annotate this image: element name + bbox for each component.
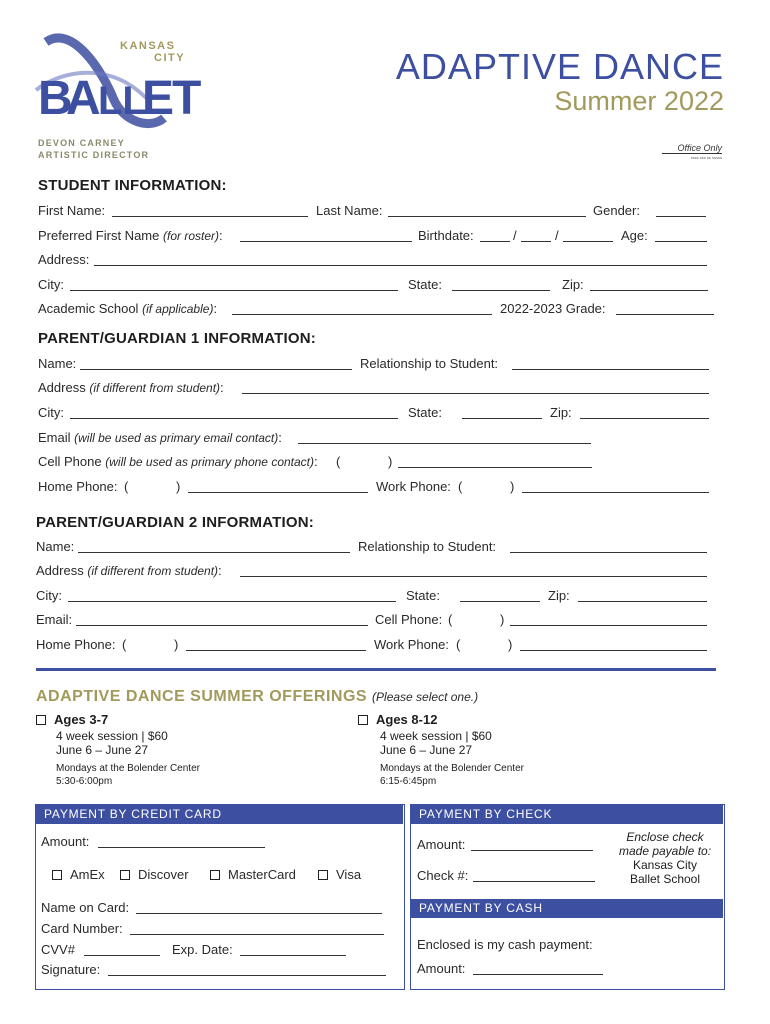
option-2-dates: June 6 – June 27 (380, 743, 473, 757)
g1-zip-label: Zip: (550, 405, 572, 420)
g1-home-label: Home Phone: (38, 479, 118, 494)
svg-text:A: A (66, 72, 99, 125)
g1-zip-field[interactable] (580, 418, 709, 419)
g2-state-label: State: (406, 588, 440, 603)
g1-city-field[interactable] (70, 418, 398, 419)
first-name-label: First Name: (38, 203, 106, 218)
logo-word-kansas: KANSAS (120, 40, 176, 52)
birthdate-slash-1: / (513, 228, 517, 243)
birthdate-year-field[interactable] (563, 241, 613, 242)
g2-home-field[interactable] (186, 650, 366, 651)
grade-field[interactable] (616, 314, 714, 315)
enclose-check-note-1: Enclose check (626, 830, 704, 844)
student-city-label: City: (38, 277, 64, 292)
g1-email-text: Email (38, 430, 71, 445)
page-title: ADAPTIVE DANCE (395, 46, 724, 87)
g2-work-field[interactable] (520, 650, 707, 651)
office-only-label: Office Only (677, 143, 722, 153)
signature-label: Signature: (41, 962, 101, 977)
check-cash-box (410, 804, 725, 990)
g2-name-field[interactable] (78, 552, 350, 553)
kcb-logo-graphic (32, 30, 202, 130)
g1-cell-field[interactable] (398, 467, 592, 468)
student-city-field[interactable] (70, 290, 398, 291)
option-2-age: Ages 8-12 (376, 712, 438, 727)
g1-name-label: Name: (38, 356, 77, 371)
last-name-label: Last Name: (316, 203, 383, 218)
cash-enclosed-label: Enclosed is my cash payment: (417, 937, 593, 952)
svg-text:B: B (38, 72, 71, 125)
last-name-field[interactable] (388, 216, 586, 217)
birthdate-month-field[interactable] (480, 241, 510, 242)
card-name-label: Name on Card: (41, 900, 130, 915)
signature-field[interactable] (108, 975, 386, 976)
g2-cell-label: Cell Phone: (375, 612, 443, 627)
g2-work-label: Work Phone: (374, 637, 449, 652)
check-amount-field[interactable] (471, 850, 593, 851)
offerings-note: (Please select one.) (372, 690, 479, 704)
student-zip-label: Zip: (562, 277, 584, 292)
card-visa-label: Visa (336, 867, 362, 882)
option-1-time: 5:30-6:00pm (56, 776, 113, 787)
gender-field[interactable] (656, 216, 706, 217)
cash-amount-field[interactable] (473, 974, 603, 975)
g1-name-field[interactable] (80, 369, 352, 370)
school-note: (if applicable) (142, 302, 214, 316)
office-only-note: ssss sss ss sssss (690, 155, 722, 160)
g1-cell-paren-open: ( (336, 454, 341, 469)
payee-line-2: Ballet School (629, 872, 701, 886)
check-amount-label: Amount: (417, 837, 466, 852)
card-discover[interactable] (120, 867, 189, 882)
svg-text:LL: LL (98, 79, 147, 123)
card-name-field[interactable] (136, 913, 382, 914)
g1-work-field[interactable] (522, 492, 709, 493)
g2-relationship-field[interactable] (510, 552, 707, 553)
checkbox-icon[interactable] (318, 870, 328, 880)
student-address-label: Address: (38, 252, 90, 267)
g2-address-text: Address (36, 563, 84, 578)
student-state-field[interactable] (452, 290, 550, 291)
g1-cell-label: Cell Phone (will be used as primary phone contact): (38, 454, 318, 469)
school-text: Academic School (38, 301, 139, 316)
g2-home-paren-open: ( (122, 637, 127, 652)
option-2-session: 4 week session | $60 (380, 729, 492, 743)
card-number-label: Card Number: (41, 921, 123, 936)
student-zip-field[interactable] (590, 290, 708, 291)
g2-work-paren-close: ) (508, 637, 513, 652)
g2-email-label: Email: (36, 612, 73, 627)
gender-label: Gender: (593, 203, 640, 218)
first-name-field[interactable] (112, 216, 308, 217)
cvv-field[interactable] (84, 955, 160, 956)
g2-name-label: Name: (36, 539, 75, 554)
cvv-label: CVV# (41, 942, 75, 957)
g2-cell-paren-open: ( (448, 612, 453, 627)
preferred-name-label: Preferred First Name (for roster): (38, 228, 223, 243)
grade-label: 2022-2023 Grade: (500, 301, 606, 316)
credit-card-heading: PAYMENT BY CREDIT CARD (36, 805, 403, 824)
check-heading: PAYMENT BY CHECK (411, 805, 723, 824)
school-label: Academic School (if applicable): (38, 301, 218, 316)
birthdate-label: Birthdate: (418, 228, 474, 243)
g1-address-field[interactable] (242, 393, 709, 394)
checkbox-icon[interactable] (36, 715, 46, 725)
card-visa[interactable] (318, 867, 361, 882)
option-2-place: Mondays at the Bolender Center (380, 763, 524, 774)
option-1-dates: June 6 – June 27 (56, 743, 149, 757)
g2-work-paren-open: ( (456, 637, 461, 652)
exp-date-field[interactable] (240, 955, 346, 956)
g1-address-note: (if different from student) (89, 381, 221, 395)
school-field[interactable] (232, 314, 492, 315)
card-discover-label: Discover (138, 867, 189, 882)
kcb-logo (32, 30, 202, 130)
option-ages-8-12[interactable] (358, 712, 437, 727)
g1-address-text: Address (38, 380, 86, 395)
section-divider (36, 668, 716, 671)
exp-date-label: Exp. Date: (172, 942, 233, 957)
g2-zip-field[interactable] (578, 601, 707, 602)
g1-cell-text: Cell Phone (38, 454, 102, 469)
preferred-name-field[interactable] (240, 241, 412, 242)
g2-relationship-label: Relationship to Student: (358, 539, 497, 554)
g2-cell-field[interactable] (510, 625, 707, 626)
option-ages-3-7[interactable] (36, 712, 108, 727)
cc-amount-label: Amount: (41, 834, 90, 849)
checkbox-icon[interactable] (52, 870, 62, 880)
card-amex-label: AmEx (70, 867, 105, 882)
g2-home-paren-close: ) (174, 637, 179, 652)
logo-word-city: CITY (154, 52, 186, 64)
preferred-name-note: (for roster) (163, 229, 220, 243)
card-mastercard-label: MasterCard (228, 867, 296, 882)
g1-cell-note: (will be used as primary phone contact) (105, 455, 314, 469)
student-address-field[interactable] (94, 265, 707, 266)
g1-cell-paren-close: ) (388, 454, 393, 469)
g1-home-field[interactable] (188, 492, 368, 493)
g2-city-label: City: (36, 588, 62, 603)
student-state-label: State: (408, 277, 442, 292)
enclose-check-note-2: made payable to: (618, 844, 712, 858)
option-1-place: Mondays at the Bolender Center (56, 763, 200, 774)
director-title: ARTISTIC DIRECTOR (38, 150, 150, 160)
checkbox-icon[interactable] (210, 870, 220, 880)
g1-email-label: Email (will be used as primary email contact): (38, 430, 282, 445)
age-label: Age: (621, 228, 648, 243)
g1-work-paren-open: ( (458, 479, 463, 494)
offerings-heading-text: ADAPTIVE DANCE SUMMER OFFERINGS (36, 688, 368, 705)
cash-amount-label: Amount: (417, 961, 466, 976)
g2-address-note: (if different from student) (87, 564, 219, 578)
g1-work-label: Work Phone: (376, 479, 451, 494)
g1-state-label: State: (408, 405, 442, 420)
cash-heading: PAYMENT BY CASH (411, 899, 723, 918)
card-mastercard[interactable] (210, 867, 296, 882)
g2-address-field[interactable] (240, 576, 707, 577)
office-only-line[interactable] (662, 153, 722, 154)
g2-state-field[interactable] (460, 601, 540, 602)
card-number-field[interactable] (130, 934, 384, 935)
option-2-time: 6:15-6:45pm (380, 776, 437, 787)
g1-relationship-label: Relationship to Student: (360, 356, 499, 371)
cc-amount-field[interactable] (98, 847, 265, 848)
g1-city-label: City: (38, 405, 64, 420)
g1-email-note: (will be used as primary email contact) (74, 431, 279, 445)
birthdate-day-field[interactable] (521, 241, 551, 242)
option-1-session: 4 week session | $60 (56, 729, 168, 743)
g1-home-paren-open: ( (124, 479, 129, 494)
g1-address-label: Address (if different from student): (38, 380, 224, 395)
student-heading: STUDENT INFORMATION: (38, 177, 227, 194)
card-amex[interactable] (52, 867, 105, 882)
page-subtitle: Summer 2022 (554, 86, 724, 116)
g2-email-field[interactable] (76, 625, 368, 626)
g1-state-field[interactable] (462, 418, 542, 419)
director-name: DEVON CARNEY (38, 138, 125, 148)
credit-card-box (35, 804, 405, 990)
g2-city-field[interactable] (68, 601, 396, 602)
guardian1-heading: PARENT/GUARDIAN 1 INFORMATION: (38, 330, 316, 347)
g2-cell-paren-close: ) (500, 612, 505, 627)
check-number-label: Check #: (417, 868, 469, 883)
payee-line-1: Kansas City (632, 858, 698, 872)
g2-home-label: Home Phone: (36, 637, 116, 652)
g1-work-paren-close: ) (510, 479, 515, 494)
g1-email-field[interactable] (298, 443, 591, 444)
preferred-name-text: Preferred First Name (38, 228, 160, 243)
g1-home-paren-close: ) (176, 479, 181, 494)
option-1-age: Ages 3-7 (54, 712, 109, 727)
g2-address-label: Address (if different from student): (36, 563, 222, 578)
checkbox-icon[interactable] (120, 870, 130, 880)
guardian2-heading: PARENT/GUARDIAN 2 INFORMATION: (36, 514, 314, 531)
birthdate-slash-2: / (555, 228, 559, 243)
g2-zip-label: Zip: (548, 588, 570, 603)
offerings-heading (36, 688, 478, 706)
svg-text:ET: ET (142, 72, 200, 125)
age-field[interactable] (655, 241, 707, 242)
checkbox-icon[interactable] (358, 715, 368, 725)
check-number-field[interactable] (473, 881, 595, 882)
g1-relationship-field[interactable] (512, 369, 709, 370)
